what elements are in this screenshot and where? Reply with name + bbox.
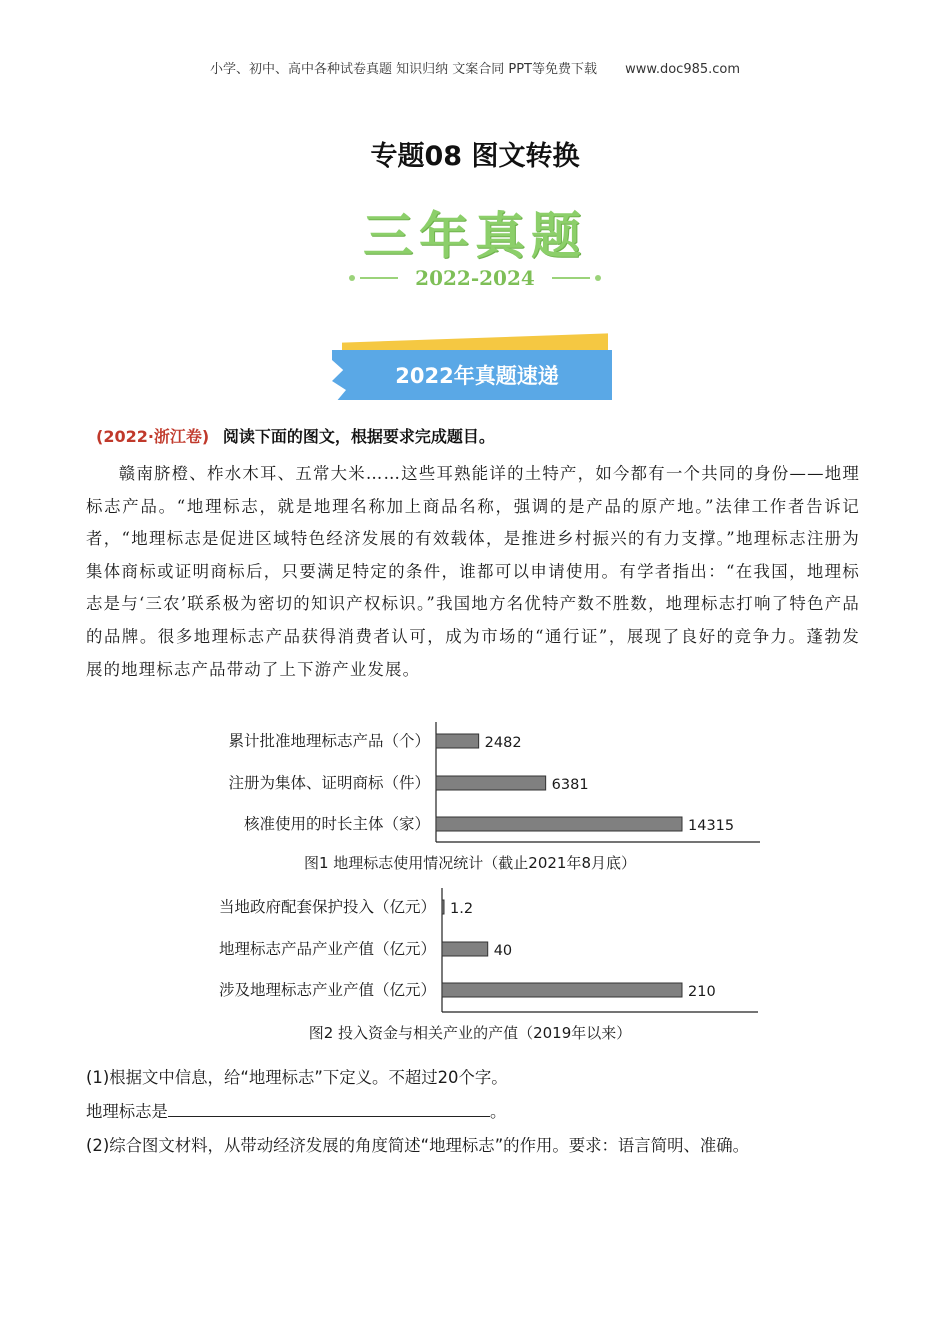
data-label: 210: [688, 984, 716, 1000]
data-label: 14315: [688, 818, 735, 834]
question-1-answer-line: [86, 1098, 506, 1122]
chart-title: 图2 投入资金与相关产业的产值（2019年以来）: [308, 1024, 632, 1042]
bar: [436, 776, 546, 790]
category-label: 注册为集体、证明商标（件）: [228, 774, 430, 792]
category-label: 当地政府配套保护投入（亿元）: [218, 898, 436, 916]
category-label: 核准使用的时长主体（家）: [243, 815, 430, 833]
bar: [442, 900, 444, 914]
question-1: (1)根据文中信息，给“地理标志”下定义。不超过20个字。: [86, 1068, 508, 1087]
bar: [436, 817, 682, 831]
section-banner: [332, 338, 614, 402]
bar: [442, 942, 488, 956]
question-source: (2022·浙江卷): [96, 427, 210, 446]
answer-blank[interactable]: [168, 1102, 490, 1117]
question-2: (2)综合图文材料，从带动经济发展的角度简述“地理标志”的作用。要求：语言简明、准确。: [86, 1136, 750, 1155]
answer-suffix: 。: [489, 1102, 507, 1121]
answer-prefix: 地理标志是: [86, 1102, 168, 1121]
year-range: [0, 266, 950, 290]
chart-title: 图1 地理标志使用情况统计（截止2021年8月底）: [303, 854, 637, 872]
data-label: 6381: [551, 777, 589, 793]
year-range-text: 2022-2024: [415, 266, 535, 290]
chart-figure-2: [160, 884, 780, 1048]
data-label: 1.2: [450, 901, 474, 917]
bar: [442, 983, 682, 997]
category-label: 地理标志产品产业产值（亿元）: [218, 940, 436, 958]
reading-passage: 赣南脐橙、柞水木耳、五常大米……这些耳熟能详的土特产，如今都有一个共同的身份——地理标志产品。“地理标志，就是地理名称加上商品名称，强调的是产品的原产地。”法律工作者告诉记者，“地理标志是促进区域特色经济发展的有效载体，是推进乡村振兴的有力支撑。”地理标志注册为集体商标或证明商标后，只要满足特定的条件，谁都可以申请使用。有学者指出：“在我国，地理标志是与‘三农’联系极为密切的知识产权标识。”我国地方名优特产数不胜数，地理标志打响了特色产品的品牌。很多地理标志产品获得消费者认可，成为市场的“通行证”，展现了良好的竞争力。蓬勃发展的地理标志产品带动了上下游产业发展。: [86, 464, 860, 679]
section-banner-label: 2022年真题速递: [395, 364, 559, 388]
left-dot-ornament: [349, 275, 355, 281]
data-label: 2482: [484, 735, 522, 751]
category-label: 累计批准地理标志产品（个）: [228, 732, 430, 750]
page-title: 专题08 图文转换: [370, 141, 580, 172]
left-line-ornament: [360, 277, 398, 279]
chart-figure-1: [160, 718, 780, 878]
three-years-heading: 三年真题: [363, 207, 587, 265]
question-instruction: 阅读下面的图文，根据要求完成题目。: [222, 427, 495, 446]
header-site-link[interactable]: www.doc985.com: [625, 62, 741, 77]
chart-2-svg: [160, 884, 780, 1048]
chart-1-svg: [160, 718, 780, 878]
right-dot-ornament: [595, 275, 601, 281]
category-label: 涉及地理标志产业产值（亿元）: [218, 981, 436, 999]
right-line-ornament: [552, 277, 590, 279]
data-label: 40: [493, 943, 513, 959]
page-header: [0, 58, 950, 77]
bar: [436, 734, 479, 748]
header-tagline: 小学、初中、高中各种试卷真题 知识归纳 文案合同 PPT等免费下载: [209, 62, 597, 77]
question-header: [96, 424, 495, 447]
